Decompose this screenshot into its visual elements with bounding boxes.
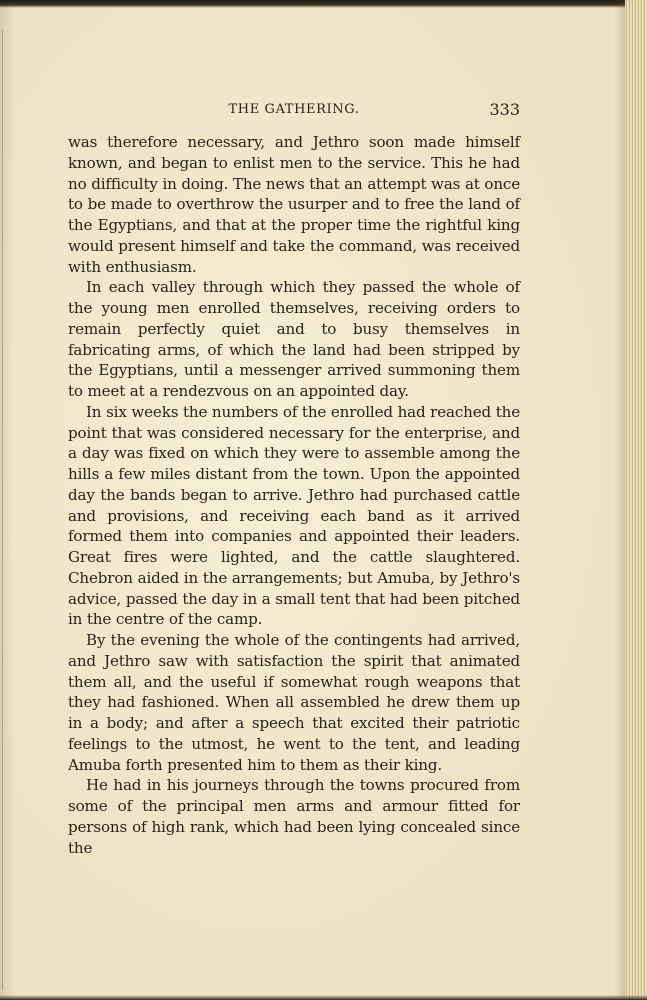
page-fore-edge-shadow: [615, 0, 625, 1000]
paragraph-4: By the evening the whole of the contingents had arrived, and Jethro saw with satisfaction the spirit that animated them all, and the useful if somewhat rough weapons that they had fashioned. When all assembled he drew them up in a body; and after a speech that excited their patriotic feelings to the utmost, he went to the tent, and leading Amuba forth presented him to them as their king.: [68, 631, 520, 774]
paragraph-5: He had in his journeys through the towns procured from some of the principal men arms and armour fitted for persons of high rank, which had been lying concealed since the: [68, 776, 520, 857]
paragraph-1: was therefore necessary, and Jethro soon made himself known, and began to enlist men to the service. This he had no difficulty in doing. The news that an attempt was at once to be made to overthrow the usurper and to free the land of the Egyptians, and that at the proper time the rightful king would present himself and take the command, was received with enthusiasm.: [68, 133, 520, 276]
page-bottom-edge: [0, 995, 647, 1000]
body-text: [68, 132, 520, 858]
running-head: [68, 100, 520, 120]
paragraph-2: In each valley through which they passed the whole of the young men enrolled themselves, receiving orders to remain perfectly quiet and to busy themselves in fabricating arms, of which the land had been stripped by the Egyptians, until a messenger arrived summoning them to meet at a rendezvous on an appointed day.: [68, 278, 520, 400]
binding-edge: [2, 30, 3, 990]
page-top-edge: [0, 0, 647, 8]
page-number: 333: [489, 100, 520, 119]
paragraph-3: In six weeks the numbers of the enrolled had reached the point that was considered necessary for the enterprise, and a day was fixed on which they were to assemble among the hills a few miles distant from the town. Upon the appointed day the bands began to arrive. Jethro had purchased cattle and provisions, and receiving each band as it arrived formed them into companies and appointed their leaders. Great fires were lighted, and the cattle slaughtered. Chebron aided in the arrangements; but Amuba, by Jethro's advice, passed the day in a small tent that had been pitched in the centre of the camp.: [68, 402, 520, 629]
running-title: THE GATHERING.: [228, 102, 360, 117]
page-fore-edge: [625, 0, 647, 1000]
